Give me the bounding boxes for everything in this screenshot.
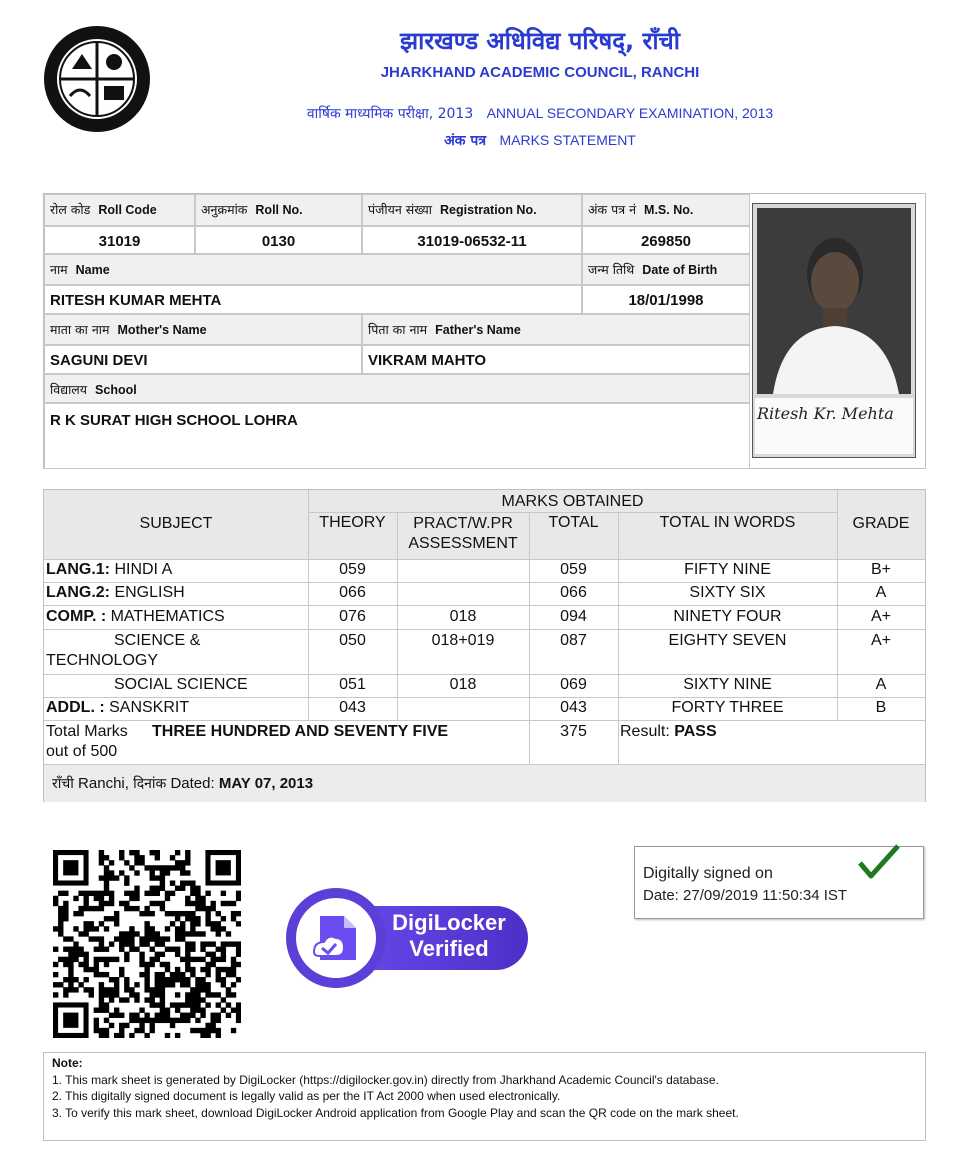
roll-code-value: 31019 bbox=[44, 226, 195, 254]
date-row bbox=[44, 765, 925, 802]
marks-table: SUBJECT MARKS OBTAINED THEORY PRACT/W.PR ASSESSMENT TOTAL TOTAL IN WORDS GRADE LANG.1: HINDI A 059 059 FIFTY NINE B+ LANG.2: ENGLISH 066 066 SIXTY SIX A COMP. : MATHEMATICS 076 018 094 NINETY FOUR A+ SCIENCE & TECHNOLOGY 050 018+019 087 EIGHTY SEVEN A+ SOCIAL SCIENCE 051 018 069 SIXTY NINE A ADDL. : SANSKRIT 043 043 FORTY THREE B Total Marks out of 500 THREE HUNDRED AND SEVENTY FIVE 375 Result: PASS राँची Ranchi, दिनांक Dated: MAY 07, 2013 bbox=[43, 489, 926, 802]
grid-line bbox=[44, 674, 925, 675]
total-marks-label: Total Marks bbox=[46, 723, 128, 740]
name-value: RITESH KUMAR MEHTA bbox=[44, 285, 582, 314]
note-title: Note: bbox=[52, 1056, 83, 1070]
note-item: 3. To verify this mark sheet, download DigiLocker Android application from Google Play and scan the QR code on the mark sheet. bbox=[52, 1105, 739, 1120]
council-title-english: JHARKHAND ACADEMIC COUNCIL, RANCHI bbox=[380, 64, 700, 81]
exam-title-english: ANNUAL SECONDARY EXAMINATION, 2013 bbox=[486, 105, 774, 121]
father-name-value: VIKRAM MAHTO bbox=[362, 345, 750, 374]
name-label: नाम Name bbox=[44, 254, 582, 285]
student-photo bbox=[752, 203, 916, 458]
council-seal-logo bbox=[42, 24, 152, 134]
grid-line bbox=[44, 697, 925, 698]
issue-date: राँची Ranchi, दिनांक Dated: MAY 07, 2013 bbox=[52, 775, 314, 792]
grid-line bbox=[44, 629, 925, 630]
subject-header: SUBJECT bbox=[139, 515, 213, 532]
marks-statement-hindi: अंक पत्र bbox=[444, 133, 487, 149]
school-value: R K SURAT HIGH SCHOOL LOHRA bbox=[44, 403, 750, 469]
total-header: TOTAL bbox=[548, 514, 599, 531]
student-signature: Ritesh Kr. Mehta bbox=[757, 404, 894, 423]
dob-label: जन्म तिथि Date of Birth bbox=[582, 254, 750, 285]
grade-header-cell bbox=[837, 490, 925, 559]
roll-code-label: रोल कोड Roll Code bbox=[44, 194, 195, 226]
theory-header: THEORY bbox=[319, 514, 386, 531]
ms-no-label: अंक पत्र नं M.S. No. bbox=[582, 194, 750, 226]
total-marks-words: THREE HUNDRED AND SEVENTY FIVE bbox=[152, 723, 449, 740]
total-out-of: out of 500 bbox=[46, 743, 118, 760]
registration-value: 31019-06532-11 bbox=[362, 226, 582, 254]
exam-title-hindi: वार्षिक माध्यमिक परीक्षा, 2013 bbox=[306, 106, 474, 122]
registration-label: पंजीयन संख्या Registration No. bbox=[362, 194, 582, 226]
father-name-label: पिता का नाम Father's Name bbox=[362, 314, 750, 345]
council-title-hindi: झारखण्ड अधिविद्य परिषद्, राँची bbox=[400, 27, 680, 55]
grid-line bbox=[44, 605, 925, 606]
signed-date: Date: 27/09/2019 11:50:34 IST bbox=[643, 887, 848, 904]
digilocker-label: DigiLocker Verified bbox=[392, 910, 506, 961]
grade-header: GRADE bbox=[852, 515, 910, 532]
dob-value: 18/01/1998 bbox=[582, 285, 750, 314]
grid-line bbox=[308, 512, 837, 513]
total-marks-row bbox=[44, 723, 925, 764]
mother-name-value: SAGUNI DEVI bbox=[44, 345, 362, 374]
subject-header-cell bbox=[44, 490, 308, 559]
grid-line bbox=[44, 582, 925, 583]
marks-obtained-header: MARKS OBTAINED bbox=[501, 493, 644, 510]
mother-name-label: माता का नाम Mother's Name bbox=[44, 314, 362, 345]
marks-statement-title bbox=[230, 131, 850, 150]
exam-title bbox=[230, 104, 850, 123]
digitally-signed-text: Digitally signed on bbox=[643, 865, 773, 882]
grid-line bbox=[44, 720, 925, 721]
marks-statement-english: MARKS STATEMENT bbox=[499, 132, 636, 148]
marks-row-science: SCIENCE & TECHNOLOGY 050 018+019 087 EIGHTY SEVEN A+ bbox=[46, 632, 891, 669]
note-box bbox=[43, 1052, 926, 1141]
digital-signature-box bbox=[634, 846, 924, 919]
school-label: विद्यालय School bbox=[44, 374, 750, 403]
qr-code[interactable] bbox=[53, 850, 241, 1038]
grid-line bbox=[44, 559, 925, 560]
practical-header: PRACT/W.PR ASSESSMENT bbox=[408, 515, 518, 552]
ms-no-value: 269850 bbox=[582, 226, 750, 254]
total-words-header: TOTAL IN WORDS bbox=[659, 514, 796, 531]
total-marks-value: 375 bbox=[560, 723, 587, 740]
checkmark-icon bbox=[857, 843, 901, 881]
roll-no-label: अनुक्रमांक Roll No. bbox=[195, 194, 362, 226]
result: Result: PASS bbox=[620, 723, 717, 740]
note-item: 1. This mark sheet is generated by DigiLocker (https://digilocker.gov.in) directly from Jharkhand Academic Council's database. bbox=[52, 1072, 719, 1087]
note-item: 2. This digitally signed document is legally valid as per the IT Act 2000 when used electronically. bbox=[52, 1089, 561, 1103]
roll-no-value: 0130 bbox=[195, 226, 362, 254]
